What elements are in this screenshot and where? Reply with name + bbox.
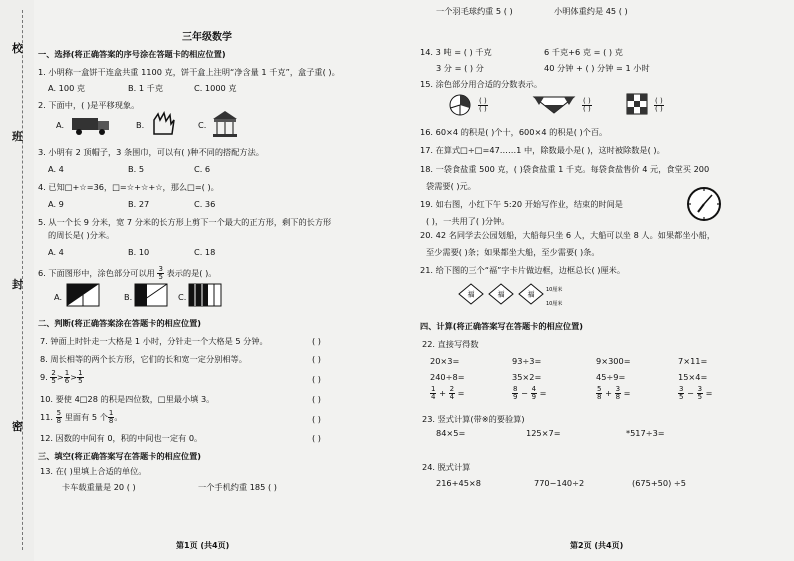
- section-heading: 一、选择(将正确答案的序号涂在答题卡的相应位置): [38, 49, 226, 59]
- q6-text-b: 表示的是( )。: [166, 268, 217, 278]
- option: A. 4: [48, 164, 64, 174]
- denominator: 6: [64, 377, 70, 385]
- numerator: 3: [158, 265, 163, 273]
- judge-paren[interactable]: ( ): [312, 374, 321, 384]
- question-24: 24. 脱式计算: [422, 462, 471, 472]
- numerator: 2: [51, 369, 56, 377]
- judge-paren[interactable]: ( ): [312, 414, 321, 424]
- judge-paren[interactable]: ( ): [312, 336, 321, 346]
- question-21: 21. 给下图的三个“福”字卡片做边框，边框总长( )厘米。: [420, 265, 626, 275]
- answer-blank[interactable]: $\frac{( )}{( )}$: [655, 97, 663, 113]
- question-22: 22. 直接写得数: [422, 339, 479, 349]
- question-11: [40, 410, 123, 425]
- shaded-figure-c: [188, 283, 222, 307]
- judge-paren[interactable]: ( ): [312, 354, 321, 364]
- margin-char: 校: [12, 42, 23, 55]
- calc-item: 240÷8=: [430, 372, 465, 382]
- clock-icon: [686, 186, 722, 222]
- q6-text-a: 6. 下面图形中，涂色部分可以用: [38, 268, 155, 278]
- truck-icon: [70, 112, 112, 136]
- option: C. 6: [194, 164, 211, 174]
- question-10: 10. 要使 4□28 的积是四位数，□里最小填 3。: [40, 394, 215, 404]
- margin-char: 班: [12, 130, 23, 143]
- margin-char: 密: [12, 420, 23, 433]
- numerator: 1: [64, 369, 70, 377]
- q11-label: 11.: [40, 412, 54, 422]
- answer-blank[interactable]: $\frac{( )}{( )}$: [479, 97, 487, 113]
- q13-item: 一个手机约重 185 ( ): [198, 482, 277, 492]
- hand-icon: [148, 110, 178, 136]
- question-8: 8. 周长相等的两个长方形，它们的长和宽一定分别相等。: [40, 354, 247, 364]
- calc-item: 15×4=: [678, 372, 708, 382]
- question-5: 5. 从一个长 9 分米，宽 7 分米的长方形上剪下一个最大的正方形，剩下的长方形: [38, 217, 332, 227]
- option: A. 9: [48, 199, 64, 209]
- question-20-cont: 至少需要( )条；如果都坐大船，至少需要( )条。: [426, 247, 600, 257]
- q13-item: 卡车载重量是 20 ( ): [62, 482, 136, 492]
- option: C.: [198, 120, 207, 130]
- numerator: 1: [108, 409, 114, 417]
- stepwise-calc-item: 770−140÷2: [534, 478, 585, 488]
- option: C. 18: [194, 247, 216, 257]
- question-16: 16. 60×4 的积是( )个十，600×4 的积是( )个百。: [420, 127, 608, 137]
- stepwise-calc-item: 216+45×8: [436, 478, 481, 488]
- question-13: 13. 在( )里填上合适的单位。: [40, 466, 147, 476]
- option: A. 4: [48, 247, 64, 257]
- calc-item: 20×3=: [430, 356, 460, 366]
- option: B. 1 千克: [128, 83, 164, 93]
- vertical-calc-item: 125×7=: [526, 428, 561, 438]
- question-19-cont: ( )，一共用了( )分钟。: [426, 216, 510, 226]
- dimension-label: 10厘米: [546, 287, 563, 293]
- fraction: [64, 370, 70, 385]
- q13-item: 一个羽毛球约重 5 ( ): [436, 6, 513, 16]
- page-footer: 第1页 (共4页): [176, 541, 230, 550]
- option: A.: [54, 292, 63, 302]
- vertical-calc-item: 84×5=: [436, 428, 466, 438]
- option: B. 10: [128, 247, 150, 257]
- option: A.: [56, 120, 65, 130]
- q9-label: 9.: [40, 372, 48, 382]
- fraction-calc: $\frac{3}{5}$ − $\frac{3}{5}$ =: [679, 385, 713, 401]
- q11-text: 里面有 5 个: [64, 412, 108, 422]
- fraction: [157, 266, 163, 281]
- question-4: 4. 已知□+☆=36，□=☆+☆+☆，那么□=( )。: [38, 182, 219, 192]
- option: A. 100 克: [48, 83, 86, 93]
- option: B.: [136, 120, 145, 130]
- denominator: 8: [56, 417, 62, 425]
- calc-item: 93÷3=: [512, 356, 542, 366]
- shaded-figure-a: [66, 283, 100, 307]
- pie-fraction-figure: [448, 93, 472, 117]
- shaded-figure-b: [134, 283, 168, 307]
- question-18: 18. 一袋食盐重 500 克，( )袋食盐重 1 千克。每袋食盐售价 4 元，食堂买 200: [420, 164, 710, 174]
- numerator: 1: [78, 369, 83, 377]
- judge-paren[interactable]: ( ): [312, 433, 321, 443]
- page-footer: 第2页 (共4页): [570, 541, 624, 550]
- q11-end: 。: [114, 412, 123, 422]
- question-17: 17. 在算式□÷□=47……1 中，除数最小是( )，这时被除数是( )。: [420, 145, 665, 155]
- fraction-calc: $\frac{5}{8}$ + $\frac{3}{8}$ =: [597, 385, 631, 401]
- binding-margin: [0, 0, 34, 561]
- denominator: 5: [78, 377, 83, 385]
- question-2: 2. 下面中，( )是平移现象。: [38, 100, 140, 110]
- fraction: [56, 410, 62, 425]
- page-2: [414, 0, 794, 561]
- vertical-calc-item: *517÷3=: [626, 428, 665, 438]
- fu-card-text: 福: [497, 290, 505, 299]
- option: C. 1000 克: [194, 83, 237, 93]
- page-title: 三年级数学: [182, 32, 232, 43]
- grid-fraction-figure: [626, 93, 648, 115]
- margin-char: 封: [12, 278, 23, 291]
- question-14: 3 分 = ( ) 分: [436, 63, 484, 73]
- question-20: 20. 42 名同学去公园划船，大船每只坐 6 人，大船可以坐 8 人。如果都坐小船，: [420, 230, 716, 240]
- denominator: 8: [108, 417, 114, 425]
- option: C. 36: [194, 199, 216, 209]
- question-19: 19. 如右图，小红下午 5:20 开始写作业，结束的时间是: [420, 199, 623, 209]
- question-23: 23. 竖式计算(带※的要验算): [422, 414, 525, 424]
- denominator: 5: [51, 377, 56, 385]
- fu-cards-figure: [456, 280, 580, 310]
- option: B. 5: [128, 164, 145, 174]
- fu-card-text: 福: [467, 290, 475, 299]
- question-15: 15. 涂色部分用合适的分数表示。: [420, 79, 543, 89]
- question-9: 9. $\frac{2}{5}$ > $\frac{1}{6}$ > $\frac{1}{5}$: [40, 369, 83, 385]
- fraction: [77, 370, 83, 385]
- stepwise-calc-item: (675+50) ÷5: [632, 478, 686, 488]
- section-heading: 三、填空(将正确答案写在答题卡的相应位置): [38, 451, 202, 461]
- numerator: 5: [56, 409, 62, 417]
- question-14: 40 分钟 + ( ) 分钟 = 1 小时: [544, 63, 650, 73]
- carousel-icon: [210, 108, 240, 138]
- question-18-cont: 袋需要( )元。: [426, 181, 476, 191]
- option: B.: [124, 292, 133, 302]
- question-14: 6 千克+6 克 = ( ) 克: [544, 47, 623, 57]
- fraction: [50, 370, 56, 385]
- section-heading: 四、计算(将正确答案写在答题卡的相应位置): [420, 321, 584, 331]
- calc-item: 7×11=: [678, 356, 708, 366]
- page-1: [36, 0, 404, 561]
- fu-card-text: 福: [527, 290, 535, 299]
- denominator: 5: [158, 273, 163, 281]
- fraction-calc: $\frac{1}{4}$ + $\frac{2}{4}$ =: [431, 385, 465, 401]
- answer-blank[interactable]: $\frac{( )}{( )}$: [583, 97, 591, 113]
- triangle-fraction-figure: [532, 95, 576, 115]
- calc-item: 9×300=: [596, 356, 631, 366]
- question-6: [38, 266, 216, 281]
- judge-paren[interactable]: ( ): [312, 394, 321, 404]
- question-12: 12. 因数的中间有 0，积的中间也一定有 0。: [40, 433, 203, 443]
- question-5-cont: 的周长是( )分米。: [48, 230, 115, 240]
- option: C.: [178, 292, 187, 302]
- section-heading: 二、判断(将正确答案涂在答题卡的相应位置): [38, 318, 202, 328]
- question-1: 1. 小明称一盒饼干连盒共重 1100 克，饼干盒上注明“净含量 1 千克”，盒子重( )。: [38, 67, 340, 77]
- fraction-calc: $\frac{8}{9}$ − $\frac{4}{9}$ =: [513, 385, 547, 401]
- option: B. 27: [128, 199, 150, 209]
- question-14: 14. 3 吨 = ( ) 千克: [420, 47, 492, 57]
- question-3: 3. 小明有 2 顶帽子，3 条围巾，可以有( )种不同的搭配方法。: [38, 147, 264, 157]
- q13-item: 小明体重约是 45 ( ): [554, 6, 628, 16]
- question-7: 7. 钟面上时针走一大格是 1 小时，分针走一个大格是 5 分钟。: [40, 336, 268, 346]
- dimension-label: 10厘米: [546, 301, 563, 307]
- calc-item: 45÷9=: [596, 372, 626, 382]
- calc-item: 35×2=: [512, 372, 542, 382]
